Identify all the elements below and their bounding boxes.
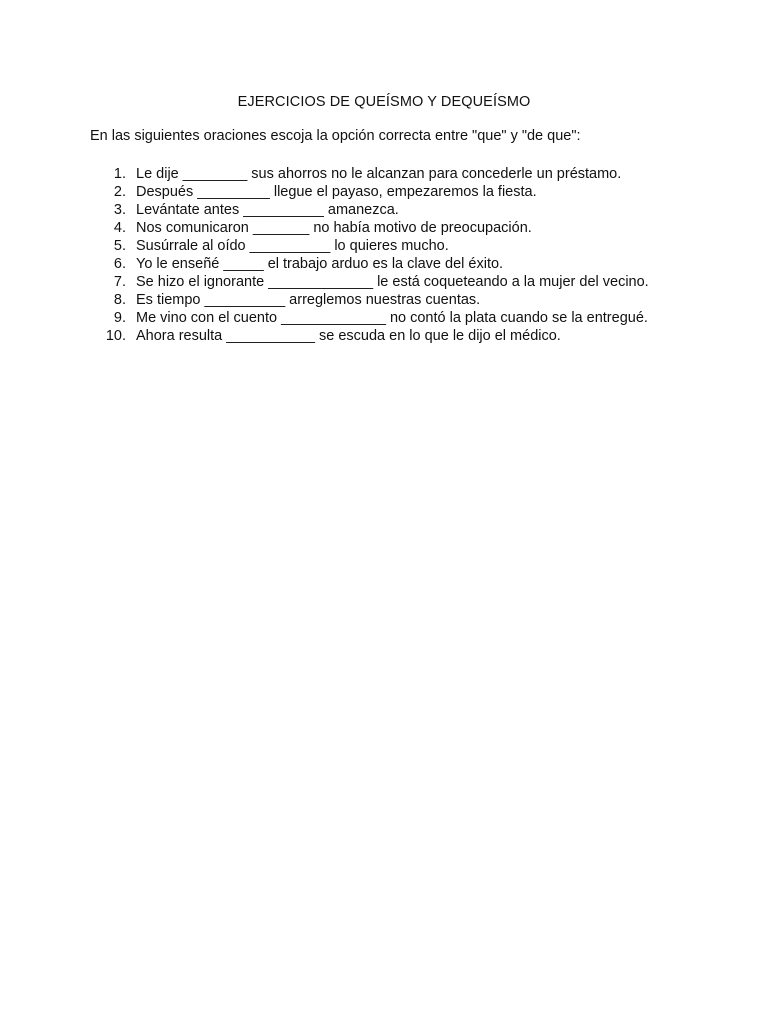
exercise-text: Susúrrale al oído __________ lo quieres mucho.	[136, 238, 449, 254]
exercise-text: Se hizo el ignorante _____________ le está coqueteando a la mujer del vecino.	[136, 274, 649, 290]
exercise-text: Es tiempo __________ arreglemos nuestras cuentas.	[136, 292, 481, 308]
exercise-number: 8.	[113, 292, 126, 308]
exercise-number: 3.	[113, 202, 126, 218]
exercise-number: 2.	[113, 184, 126, 200]
exercise-number: 5.	[113, 238, 126, 254]
exercise-text: Me vino con el cuento _____________ no contó la plata cuando se la entregué.	[136, 310, 648, 326]
exercise-text: Yo le enseñé _____ el trabajo arduo es la clave del éxito.	[136, 256, 504, 272]
exercise-number: 9.	[113, 310, 126, 326]
instructions-text: En las siguientes oraciones escoja la opción correcta entre "que" y "de que":	[90, 128, 581, 144]
exercise-number: 7.	[113, 274, 126, 290]
exercise-text: Después _________ llegue el payaso, empezaremos la fiesta.	[136, 184, 537, 200]
exercise-number: 4.	[113, 220, 126, 236]
document-title: EJERCICIOS DE QUEÍSMO Y DEQUEÍSMO	[237, 94, 531, 110]
exercise-text: Le dije ________ sus ahorros no le alcanzan para concederle un préstamo.	[136, 166, 622, 182]
exercise-number: 6.	[113, 256, 126, 272]
exercise-text: Nos comunicaron _______ no había motivo de preocupación.	[136, 220, 532, 236]
exercise-text: Levántate antes __________ amanezca.	[136, 202, 399, 218]
exercise-text: Ahora resulta ___________ se escuda en lo que le dijo el médico.	[136, 328, 561, 344]
exercise-number: 1.	[113, 166, 126, 182]
exercise-number: 10.	[105, 328, 126, 344]
